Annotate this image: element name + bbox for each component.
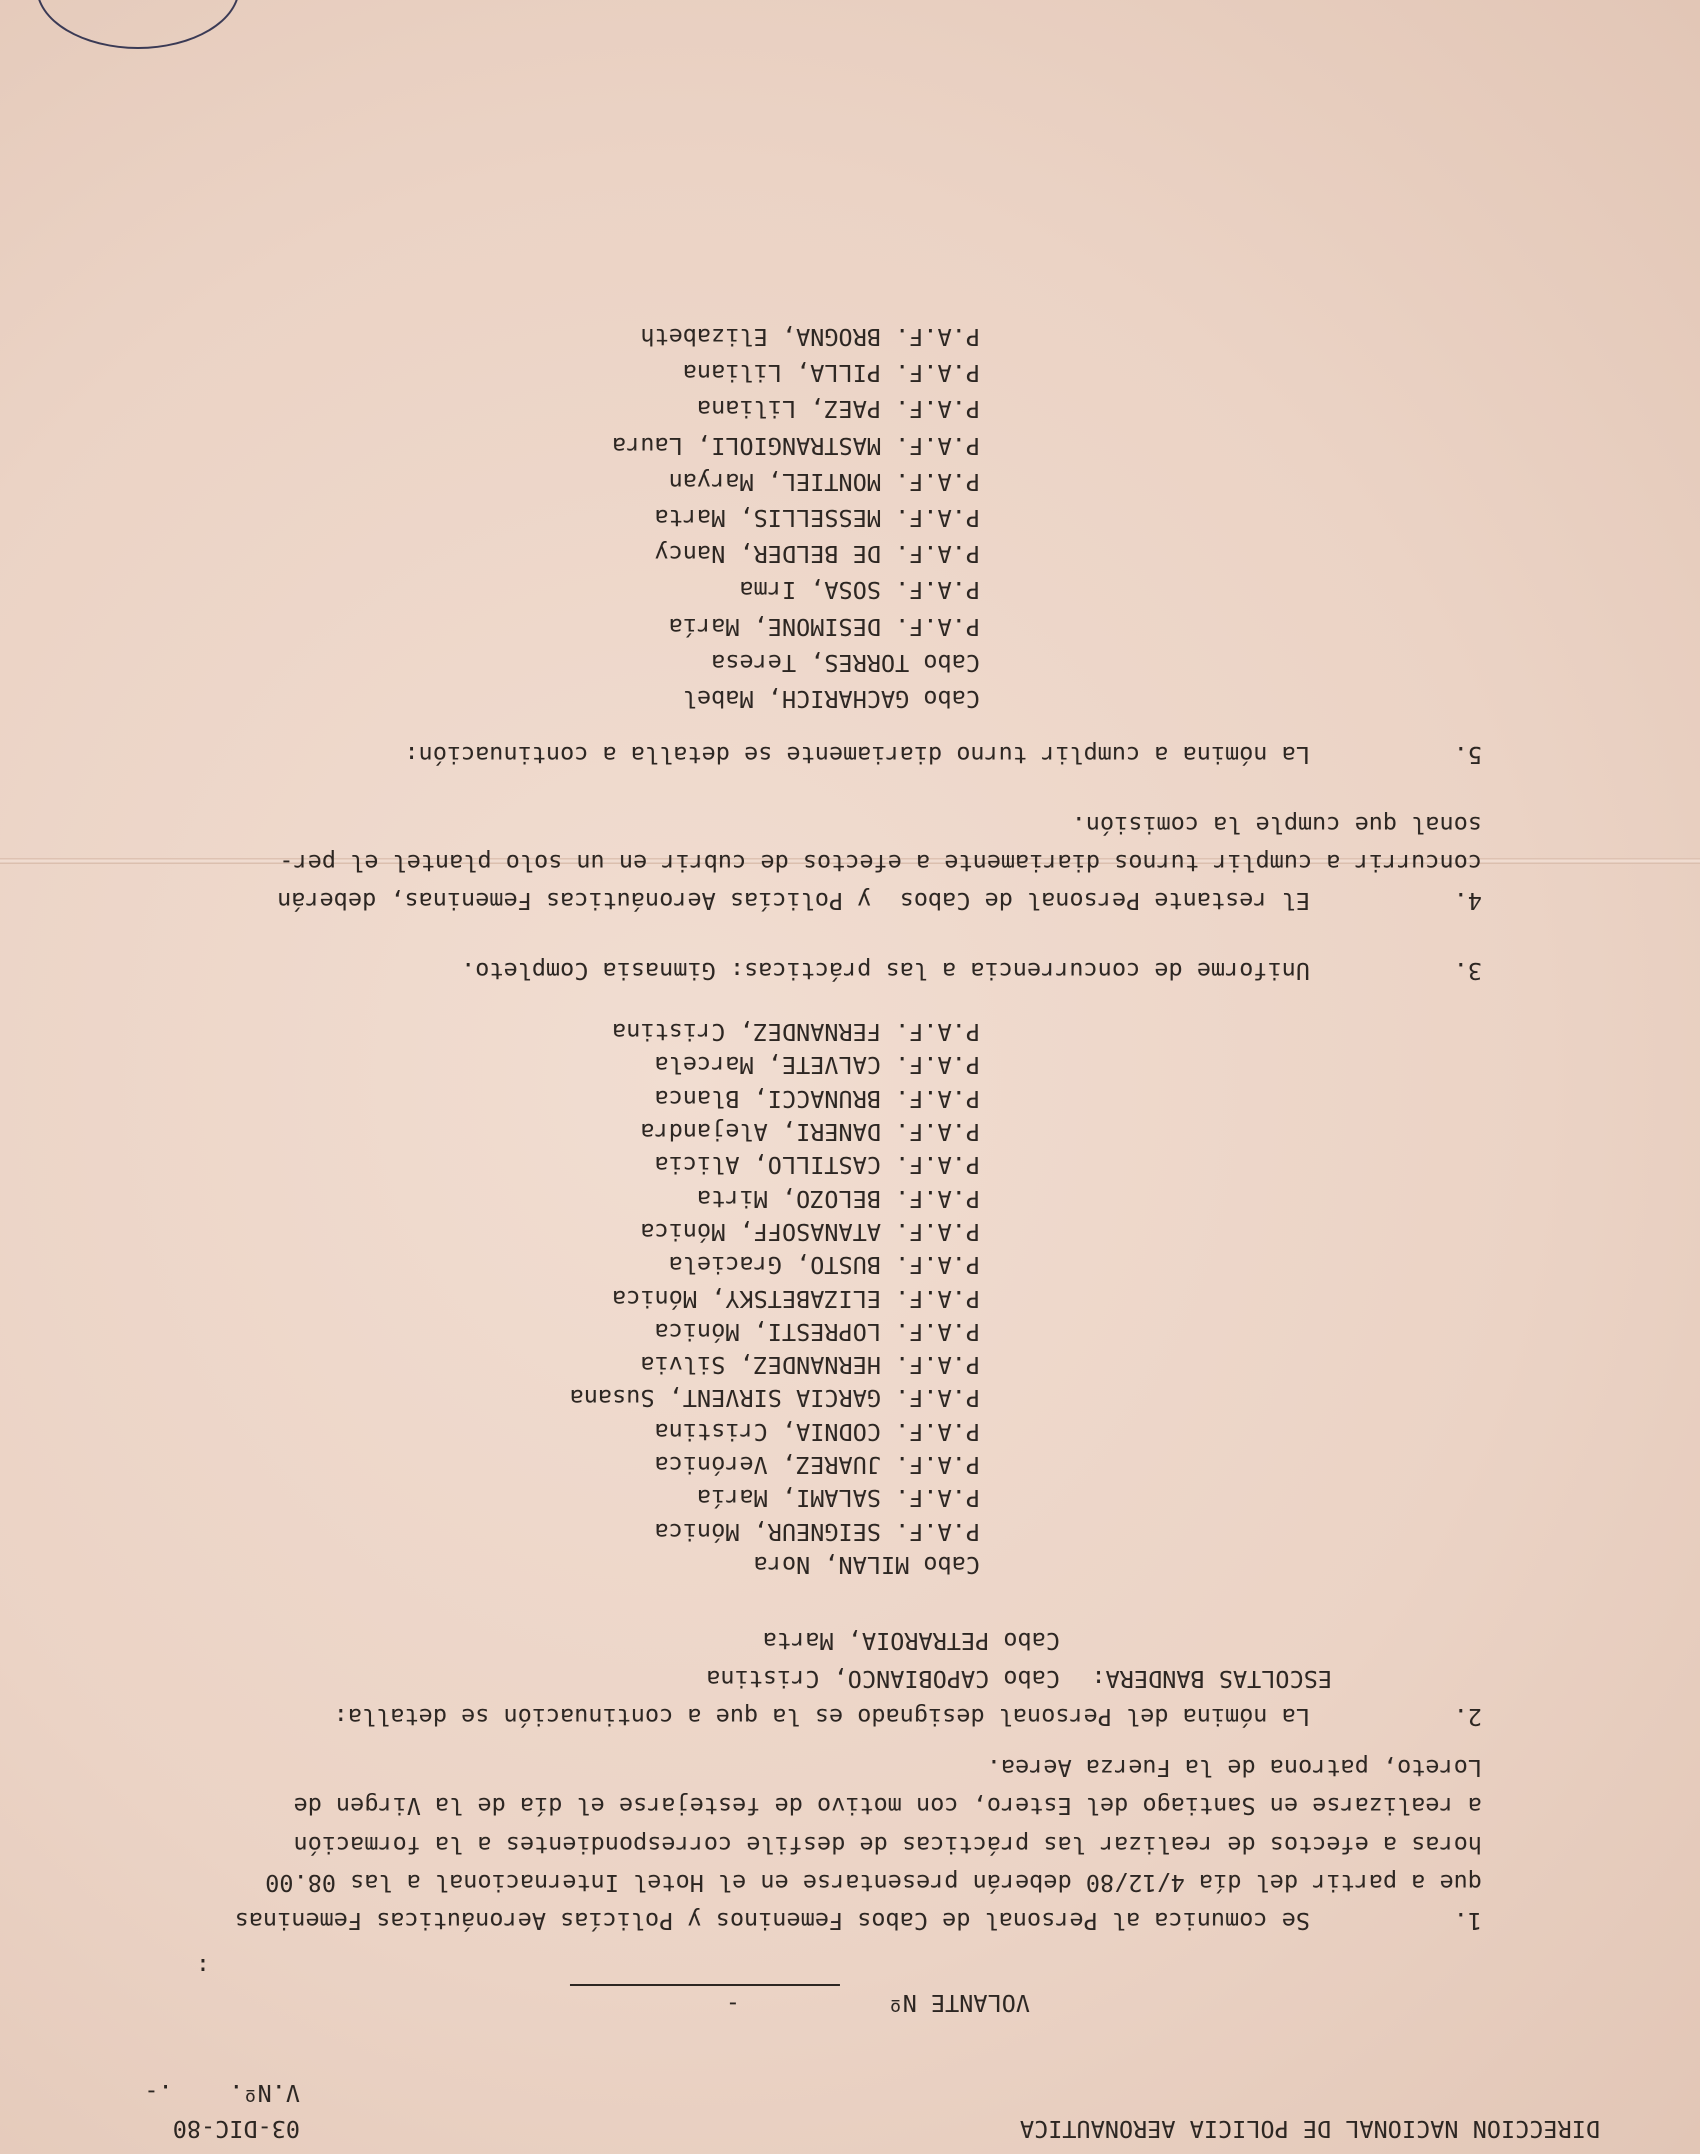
escoltas-label: ESCOLTAS BANDERA: xyxy=(1091,1665,1332,1693)
date-line: 03-DIC-80 xyxy=(172,2115,300,2143)
personnel-name: P.A.F. SALAMI, María xyxy=(697,1484,980,1513)
para4-number: 4. xyxy=(1453,887,1482,915)
para1-line: que a partir del día 4/12/80 deberán presentarse en el Hotel Internacional a las 08.00 xyxy=(265,1869,1482,1897)
ink-circle-mark xyxy=(36,0,240,49)
document-title: VOLANTE Nº xyxy=(888,1989,1030,2017)
personnel-name: P.A.F. PILLA, Liliana xyxy=(682,359,980,388)
title-dash: - xyxy=(725,1991,740,2019)
para4-line: El restante Personal de Cabos y Policías Aeronáuticas Femeninas, deberán xyxy=(277,887,1310,915)
personnel-name: P.A.F. MESSELLIS, Marta xyxy=(654,504,980,532)
personnel-name: P.A.F. BUSTO, Graciela xyxy=(668,1251,980,1280)
escolta-name: Cabo PETRAROIA, Marta xyxy=(762,1627,1060,1655)
para1-line: a realizarse en Santiago del Estero, con motivo de festejarse el día de la Virgen de xyxy=(293,1792,1482,1820)
personnel-name: P.A.F. LOPRESTI, Mónica xyxy=(654,1317,980,1346)
colon-mark: : xyxy=(195,1953,210,1981)
para1-line: Se comunica al Personal de Cabos Femeninos y Policías Aeronáuticas Femeninas xyxy=(234,1907,1310,1935)
title-underline xyxy=(570,1984,840,1986)
personnel-name: P.A.F. JUAREZ, Verónica xyxy=(654,1451,980,1480)
para1-number: 1. xyxy=(1453,1907,1482,1935)
para3-number: 3. xyxy=(1453,957,1482,985)
para5-intro: La nómina a cumplir turno diariamente se detalla a continuación: xyxy=(404,741,1310,769)
para1-line: Loreto, patrona de la Fuerza Aerea. xyxy=(986,1754,1482,1782)
personnel-name: P.A.F. BROGNA, Elizabeth xyxy=(640,323,980,351)
agency-heading: DIRECCION NACIONAL DE POLICIA AERONAUTICA xyxy=(1019,2115,1600,2143)
para3-text: Uniforme de concurrencia a las prácticas: Gimnasia Completo. xyxy=(461,957,1310,985)
personnel-name: P.A.F. DESIMONE, María xyxy=(668,612,980,641)
personnel-name: Cabo GACHARICH, Mabel xyxy=(682,685,980,713)
personnel-name: P.A.F. ATANASOFF, Mónica xyxy=(640,1218,980,1246)
personnel-name: P.A.F. CODNIA, Cristina xyxy=(654,1417,980,1446)
personnel-name: P.A.F. DE BELDER, Nancy xyxy=(654,540,980,569)
personnel-name: P.A.F. BELOZO, Mirta xyxy=(697,1184,980,1213)
personnel-name: P.A.F. MASTRANGIOLI, Laura xyxy=(612,431,980,460)
para5-number: 5. xyxy=(1453,741,1482,769)
personnel-name: P.A.F. SEIGNEUR, Mónica xyxy=(654,1517,980,1546)
personnel-name: P.A.F. CASTILLO, Alicia xyxy=(654,1151,980,1180)
personnel-name: P.A.F. MONTIEL, Maryan xyxy=(668,467,980,496)
para2-number: 2. xyxy=(1453,1703,1482,1731)
personnel-name: P.A.F. HERNANDEZ, Silvia xyxy=(640,1351,980,1380)
personnel-name: P.A.F. CALVETE, Marcela xyxy=(654,1051,980,1080)
personnel-name: Cabo TORRES, Teresa xyxy=(711,648,980,677)
personnel-name: P.A.F. SOSA, Irma xyxy=(739,576,980,605)
personnel-name: P.A.F. PAEZ, Liliana xyxy=(697,395,980,424)
personnel-name: P.A.F. GARCIA SIRVENT, Susana xyxy=(569,1384,980,1413)
personnel-name: Cabo MILAN, Nora xyxy=(753,1551,980,1579)
para4-line: concurrir a cumplir turnos diariamente a efectos de cubrir en un solo plantel el per- xyxy=(279,849,1482,877)
ref-number: V.Nº. .- xyxy=(144,2079,300,2107)
personnel-name: P.A.F. ELIZABETSKY, Mónica xyxy=(612,1284,980,1313)
personnel-name: P.A.F. DANERI, Alejandra xyxy=(640,1118,980,1147)
para1-line: horas a efectos de realizar las prácticas de desfile correspondientes a la formación xyxy=(293,1831,1482,1859)
escolta-name: Cabo CAPOBIANCO, Cristina xyxy=(706,1665,1060,1693)
personnel-name: P.A.F. BRUNACCI, Blanca xyxy=(654,1084,980,1113)
para2-intro: La nómina del Personal designado es la que a continuación se detalla: xyxy=(333,1703,1310,1731)
para4-line: sonal que cumple la comisión. xyxy=(1071,811,1482,839)
personnel-name: P.A.F. FERNANDEZ, Cristina xyxy=(612,1018,980,1047)
